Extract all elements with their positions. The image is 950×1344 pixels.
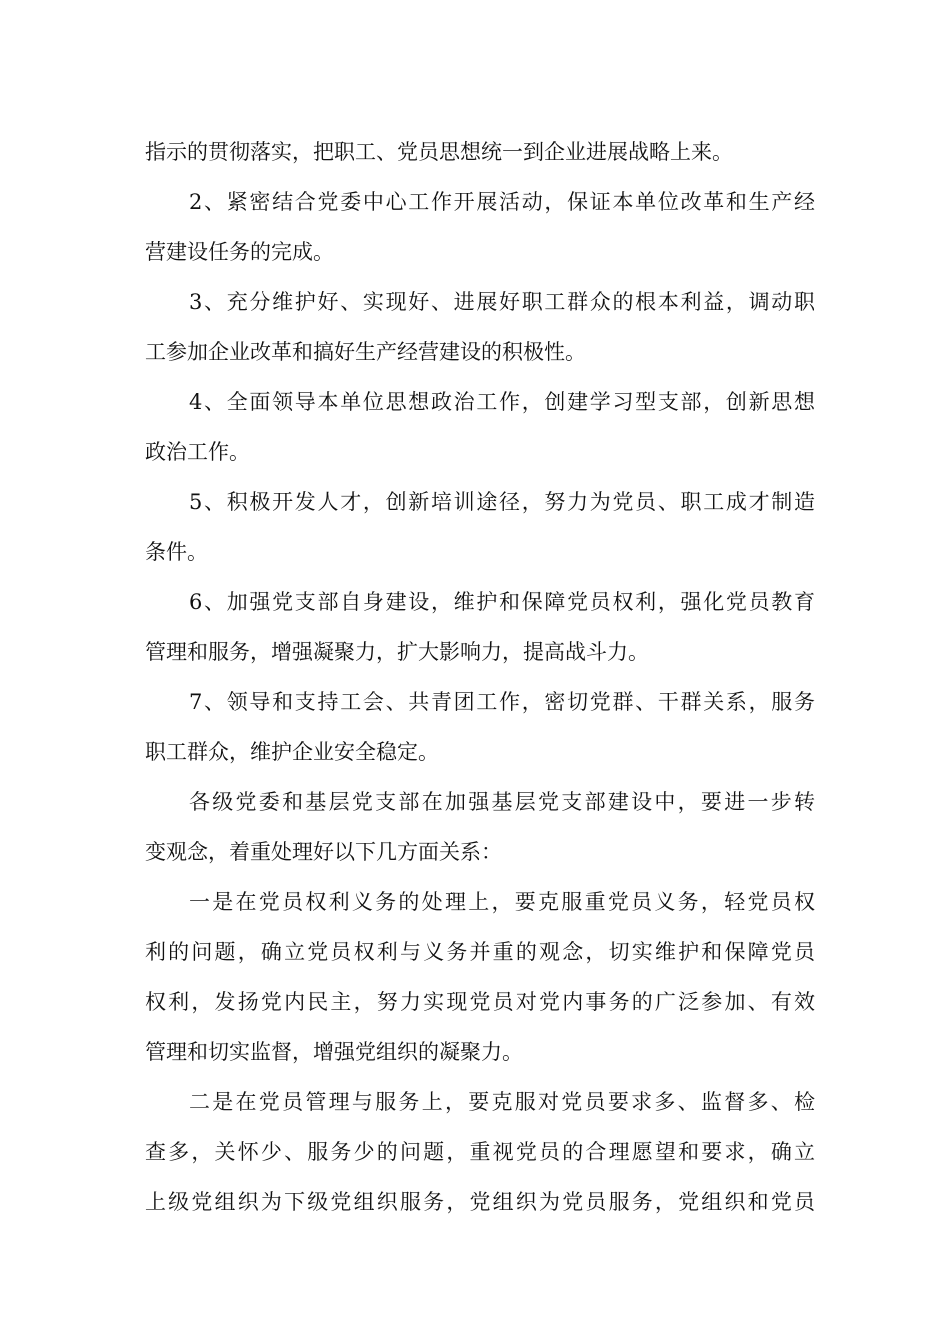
text-line: 权利，发扬党内民主，努力实现党员对党内事务的广泛参加、有效 xyxy=(145,990,815,1014)
text-line: 5、积极开发人才，创新培训途径，努力为党员、职工成才制造 xyxy=(189,490,815,514)
text-line: 3、充分维护好、实现好、进展好职工群众的根本利益，调动职 xyxy=(189,290,815,314)
text-line: 一是在党员权利义务的处理上，要克服重党员义务，轻党员权 xyxy=(189,890,815,914)
text-line: 变观念，着重处理好以下几方面关系： xyxy=(145,840,502,864)
text-line: 2、紧密结合党委中心工作开展活动，保证本单位改革和生产经 xyxy=(189,190,815,214)
text-line: 7、领导和支持工会、共青团工作，密切党群、干群关系，服务 xyxy=(189,690,815,714)
text-line: 利的问题，确立党员权利与义务并重的观念，切实维护和保障党员 xyxy=(145,940,815,964)
text-line: 二是在党员管理与服务上，要克服对党员要求多、监督多、检 xyxy=(189,1090,815,1114)
text-line: 上级党组织为下级党组织服务，党组织为党员服务，党组织和党员 xyxy=(145,1190,815,1214)
text-line: 工参加企业改革和搞好生产经营建设的积极性。 xyxy=(145,340,586,364)
text-line: 条件。 xyxy=(145,540,208,564)
text-line: 管理和切实监督，增强党组织的凝聚力。 xyxy=(145,1040,523,1064)
text-line: 指示的贯彻落实，把职工、党员思想统一到企业进展战略上来。 xyxy=(145,140,733,164)
text-line: 各级党委和基层党支部在加强基层党支部建设中，要进一步转 xyxy=(189,790,815,814)
text-line: 政治工作。 xyxy=(145,440,250,464)
text-line: 职工群众，维护企业安全稳定。 xyxy=(145,740,439,764)
text-line: 6、加强党支部自身建设，维护和保障党员权利，强化党员教育 xyxy=(189,590,815,614)
text-line: 4、全面领导本单位思想政治工作，创建学习型支部，创新思想 xyxy=(189,390,815,414)
text-line: 管理和服务，增强凝聚力，扩大影响力，提高战斗力。 xyxy=(145,640,649,664)
text-line: 查多，关怀少、服务少的问题，重视党员的合理愿望和要求，确立 xyxy=(145,1140,815,1164)
text-line: 营建设任务的完成。 xyxy=(145,240,334,264)
